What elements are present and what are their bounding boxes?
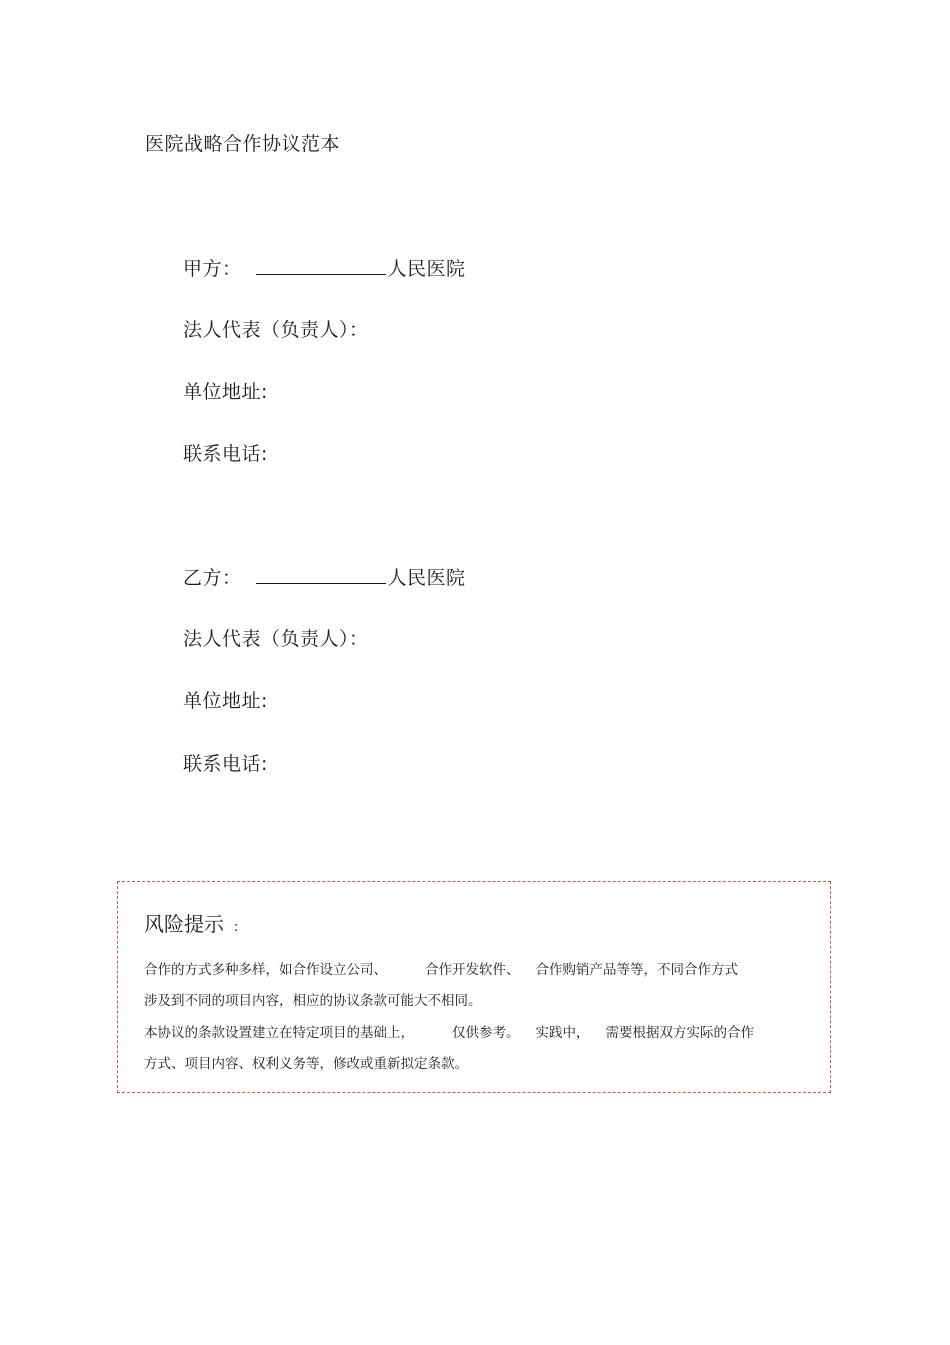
party-a-address: 单位地址: — [183, 381, 268, 403]
party-b-address: 单位地址: — [183, 690, 268, 712]
party-a-name-suffix: 人民医院 — [387, 258, 466, 280]
risk-notice-colon: : — [234, 920, 239, 935]
risk-notice-box — [117, 881, 831, 1093]
risk-text: 合作的方式多种多样，如合作设立公司、 — [144, 962, 387, 978]
party-a-legal-rep: 法人代表（负责人）： — [183, 319, 369, 341]
party-b-phone: 联系电话: — [183, 753, 268, 775]
risk-text: 本协议的条款设置建立在特定项目的基础上， — [144, 1025, 414, 1041]
risk-notice-title — [144, 908, 238, 937]
risk-notice-title-text: 风险提示 — [144, 912, 224, 936]
party-b-legal-rep: 法人代表（负责人）： — [183, 628, 369, 650]
party-b-name-line — [183, 563, 466, 590]
risk-notice-line-2: 涉及到不同的项目内容，相应的协议条款可能大不相同。 — [144, 993, 482, 1009]
risk-text: 合作购销产品等等，不同合作方式 — [535, 962, 738, 978]
party-b-label: 乙方： — [183, 567, 242, 589]
risk-text: 合作开发软件、 — [425, 962, 520, 978]
party-b-name-blank — [256, 565, 386, 584]
risk-notice-line-1 — [144, 958, 738, 978]
risk-text: 需要根据双方实际的合作 — [605, 1025, 754, 1041]
party-a-name-blank — [256, 256, 386, 275]
risk-text: 实践中， — [535, 1025, 590, 1041]
document-title: 医院战略合作协议范本 — [145, 133, 341, 155]
party-a-label: 甲方： — [183, 258, 242, 280]
risk-notice-line-4: 方式、项目内容、权利义务等，修改或重新拟定条款。 — [144, 1056, 468, 1072]
risk-text: 仅供参考。 — [452, 1025, 520, 1041]
party-a-phone: 联系电话: — [183, 443, 268, 465]
party-a-name-line — [183, 254, 466, 281]
risk-notice-line-3 — [144, 1021, 754, 1041]
party-b-name-suffix: 人民医院 — [387, 567, 466, 589]
